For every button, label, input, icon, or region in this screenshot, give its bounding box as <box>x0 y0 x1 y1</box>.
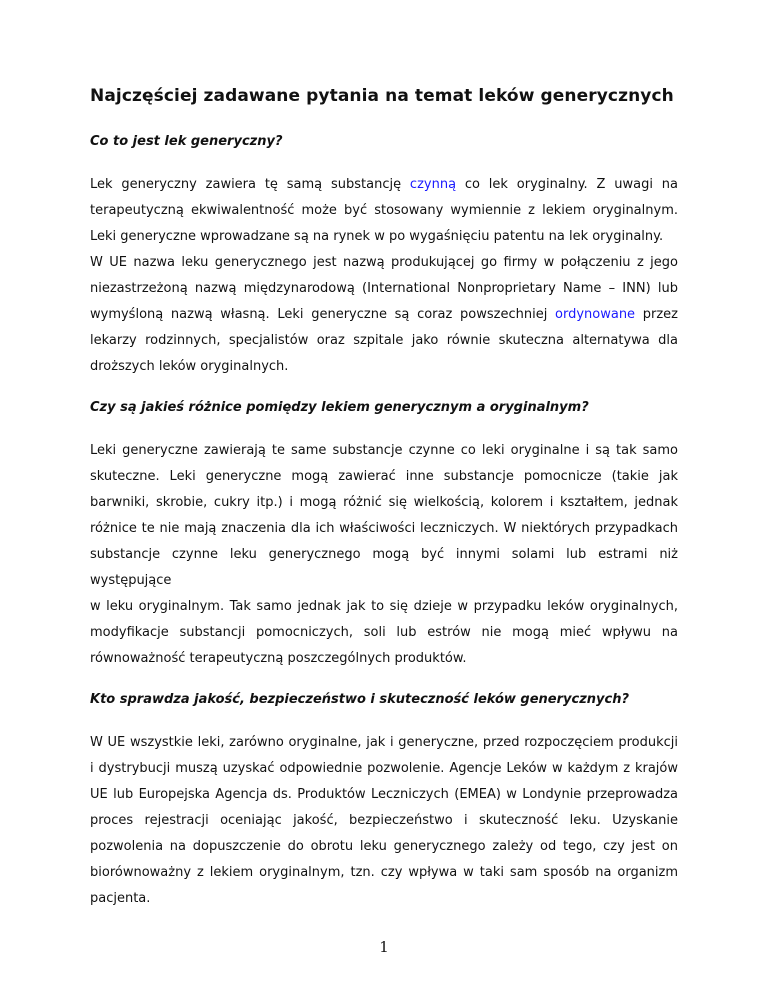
text-segment: i dystrybucji muszą uzyskać odpowiednie pozwolenie. Agencje Leków w każdym z krajów <box>90 761 678 776</box>
text-segment: W UE nazwa leku generycznego jest nazwą produkującej go firmy w połączeniu z jego <box>90 255 678 270</box>
text-segment: skuteczne. Leki generyczne mogą zawierać inne substancje pomocnicze (takie jak <box>90 469 678 484</box>
paragraph-line <box>90 172 678 198</box>
text-segment: UE lub Europejska Agencja ds. Produktów Leczniczych (EMEA) w Londynie przeprowadza <box>90 787 678 802</box>
paragraph-line <box>90 756 678 782</box>
paragraph-line <box>90 516 678 542</box>
paragraph-line <box>90 542 678 594</box>
paragraph-line <box>90 464 678 490</box>
paragraph-line <box>90 834 678 860</box>
document-page <box>90 86 678 912</box>
text-segment: Leki generyczne wprowadzane są na rynek w po wygaśnięciu patentu na lek oryginalny. <box>90 229 664 244</box>
text-segment: barwniki, skrobie, cukry itp.) i mogą różnić się wielkością, kolorem i kształtem, jednak <box>90 495 678 510</box>
text-segment: biorównoważny z lekiem oryginalnym, tzn. czy wpływa w taki sam sposób na organizm <box>90 865 678 880</box>
section-question: Czy są jakieś różnice pomiędzy lekiem generycznym a oryginalnym? <box>90 400 589 415</box>
paragraph-line <box>90 224 678 250</box>
text-segment: Leki generyczne zawierają te same substancje czynne co leki oryginalne i są tak samo <box>90 443 678 458</box>
text-segment: Lek generyczny zawiera tę samą substancję <box>90 177 410 192</box>
text-segment: W UE wszystkie leki, zarówno oryginalne, jak i generyczne, przed rozpoczęciem produkcji <box>90 735 678 750</box>
paragraph-line <box>90 250 678 276</box>
paragraph-line <box>90 438 678 464</box>
paragraph-line <box>90 886 678 912</box>
text-segment: niezastrzeżoną nazwą międzynarodową (International Nonproprietary Name – INN) lub <box>90 281 678 296</box>
section-spacer <box>90 380 678 398</box>
text-segment: proces rejestracji oceniając jakość, bezpieczeństwo i skuteczność leku. Uzyskanie <box>90 813 678 828</box>
page-number: 1 <box>379 938 389 956</box>
text-segment: w leku oryginalnym. Tak samo jednak jak to się dzieje w przypadku leków oryginalnych, <box>90 599 678 614</box>
text-segment: lekarzy rodzinnych, specjalistów oraz szpitale jako równie skuteczna alternatywa dla <box>90 333 678 348</box>
text-segment: pozwolenia na dopuszczenie do obrotu leku generycznego zależy od tego, czy jest on <box>90 839 678 854</box>
text-segment: wymyśloną nazwą własną. Leki generyczne są coraz powszechniej <box>90 307 556 322</box>
text-segment: równoważność terapeutyczną poszczególnych produktów. <box>90 651 467 666</box>
paragraph-line <box>90 620 678 646</box>
paragraph-line <box>90 782 678 808</box>
section-paragraph <box>90 438 678 672</box>
section-question: Kto sprawdza jakość, bezpieczeństwo i skuteczność leków generycznych? <box>90 692 630 707</box>
text-segment: substancje czynne leku generycznego mogą być innymi solami lub estrami niż występujące <box>90 547 678 588</box>
section-paragraph <box>90 172 678 380</box>
hyperlink-text[interactable]: ordynowane <box>555 307 636 322</box>
text-segment: przez <box>635 307 679 322</box>
paragraph-line <box>90 646 678 672</box>
hyperlink-text[interactable]: czynną <box>409 177 457 192</box>
section-question: Co to jest lek generyczny? <box>90 134 283 149</box>
section-paragraph <box>90 730 678 912</box>
paragraph-line <box>90 808 678 834</box>
text-segment: modyfikacje substancji pomocniczych, soli lub estrów nie mogą mieć wpływu na <box>90 625 678 640</box>
paragraph-line <box>90 302 678 328</box>
paragraph-line <box>90 860 678 886</box>
paragraph-line <box>90 198 678 224</box>
text-segment: pacjenta. <box>90 891 151 906</box>
text-segment: różnice te nie mają znaczenia dla ich właściwości leczniczych. W niektórych przypadkach <box>90 521 678 536</box>
section-spacer <box>90 672 678 690</box>
paragraph-line <box>90 276 678 302</box>
text-segment: co lek oryginalny. Z uwagi na <box>456 177 679 192</box>
paragraph-line <box>90 328 678 354</box>
document-title: Najczęściej zadawane pytania na temat leków generycznych <box>90 86 674 106</box>
text-segment: terapeutyczną ekwiwalentność może być stosowany wymiennie z lekiem oryginalnym. <box>90 203 678 218</box>
paragraph-line <box>90 594 678 620</box>
sections-container <box>90 132 678 912</box>
text-segment: droższych leków oryginalnych. <box>90 359 289 374</box>
paragraph-line <box>90 354 678 380</box>
paragraph-line <box>90 730 678 756</box>
paragraph-line <box>90 490 678 516</box>
